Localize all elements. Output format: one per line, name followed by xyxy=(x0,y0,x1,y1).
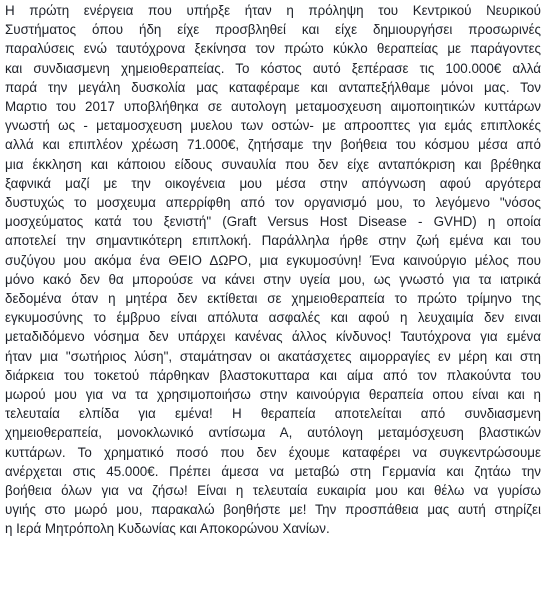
text-line: αποτελεί την σημαντικότερη επιπλοκή. Παράλληλα ήρθε στην ζωή εμένα και του xyxy=(5,233,541,249)
text-line: κυττάρων. Το χρηματικό ποσό που δεν έχουμε καταφέρει να συγκεντρώσουμε xyxy=(5,444,541,460)
text-line: μωρού μου για να τα χρησιμοποιήσω στην καινούργια θεραπεία οπου είναι και η xyxy=(5,387,541,403)
text-line: μια έκκληση και κάποιου είδους συναυλία που δεν είχε ανταπόκριση και βρέθηκα xyxy=(5,156,541,172)
text-line: υγιής στο μωρό μου, παρακαλώ βοηθήστε με! Την προσπάθεια μας αυτή στηρίζει xyxy=(5,502,541,518)
text-line: χημειοθεραπεία, μονοκλωνικό αντίσωμα Α, αυτόλογη μεταμόσχευση βλαστικών xyxy=(5,425,541,441)
text-line: ήταν μια "σωτήριος λύση", σταμάτησαν οι ακατάσχετες αιμορραγίες εν μέρη και στη xyxy=(5,348,541,364)
text-line: παραλύσεις ενώ ταυτόχρονα ξεκίνησα τον πρώτο κύκλο θεραπείας με παράγοντες xyxy=(5,41,541,57)
text-line: παρά την μεγάλη δυσκολία μας καταφέραμε και ανταπεξήλθαμε μόνοι μας. Τον xyxy=(5,79,541,95)
text-line: μοσχεύματος κατά του ξενιστή" (Graft Versus Host Disease - GVHD) η οποία xyxy=(5,214,541,230)
text-line: μεταδιδόμενο νόσημα δεν υπάρχει κανένας άλλος κίνδυνος! Ταυτόχρονα για εμένα xyxy=(5,329,541,345)
text-line: ανέρχεται στις 45.000€. Πρέπει άμεσα να μεταβώ στη Γερμανία και ζητάω την xyxy=(5,463,541,479)
text-line: ξαφνικά μαζί με την οικογένεια μου μέσα στην απόγνωση αφού αργότερα xyxy=(5,175,541,191)
text-line: γνωστή ως - μεταμοσχευση μυελου των οστών- με απροοπτες για εμάς επιπλοκές xyxy=(5,118,541,134)
text-line: βοήθεια όλων για να ζήσω! Είναι η τελευταία ευκαιρία μου και θέλω να γυρίσω xyxy=(5,483,541,499)
text-line: δεδομένα όταν η μητέρα δεν εκτίθεται σε χημειοθεραπεία το πρώτο τρίμηνο της xyxy=(5,291,541,307)
text-line: Συστήματος όπου ήδη είχε προσβληθεί και είχε δημιουργήσει προσωρινές xyxy=(5,22,541,38)
text-line: η Ιερά Μητρόπολη Κυδωνίας και Αποκορώνου Χανίων. xyxy=(5,521,330,537)
text-line: τελευταία ελπίδα για εμένα! Η θεραπεία αποτελείται από συνδιασμενη xyxy=(5,406,541,422)
text-line: και συνδιασμενη χημειοθεραπείας. Το κόστος αυτό ξεπέρασε τις 100.000€ αλλά xyxy=(5,60,541,76)
text-line: συζύγου μου ακόμα ένα ΘΕΙΟ ΔΩΡΟ, μια εγκυμοσύνη! Ένα καινούργιο μέλος που xyxy=(5,252,541,268)
text-line: δυστυχώς το μοσχευμα απερρίφθη από τον οργανισμό μου, το λεγόμενο "νόσος xyxy=(5,195,541,211)
text-line: αλλά και επιπλέον χρέωση 71.000€, ζητήσαμε την βοήθεια του κόσμου μέσα από xyxy=(5,137,541,153)
text-line: μόνο κακό δεν θα μπορούσε να κάνει στην υγεία μου, ως γνωστό για τα ιατρικά xyxy=(5,271,541,287)
text-line: Η πρώτη ενέργεια που υπήρξε ήταν η πρόληψη του Κεντρικού Νευρικού xyxy=(5,3,541,18)
text-line: Μαρτιο του 2017 υποβλήθηκα σε αυτολογη μεταμοσχευση αιμοποιητικών κυττάρων xyxy=(5,99,541,115)
text-line: εγκυμοσύνης το έμβρυο είναι απόλυτα ασφαλές και αφού η λευχαιμία δεν ειναι xyxy=(5,310,541,326)
text-line: διάρκεια του τοκετού πάρθηκαν βλαστοκυτταρα και αίμα από τον πλακούντα του xyxy=(5,367,541,383)
